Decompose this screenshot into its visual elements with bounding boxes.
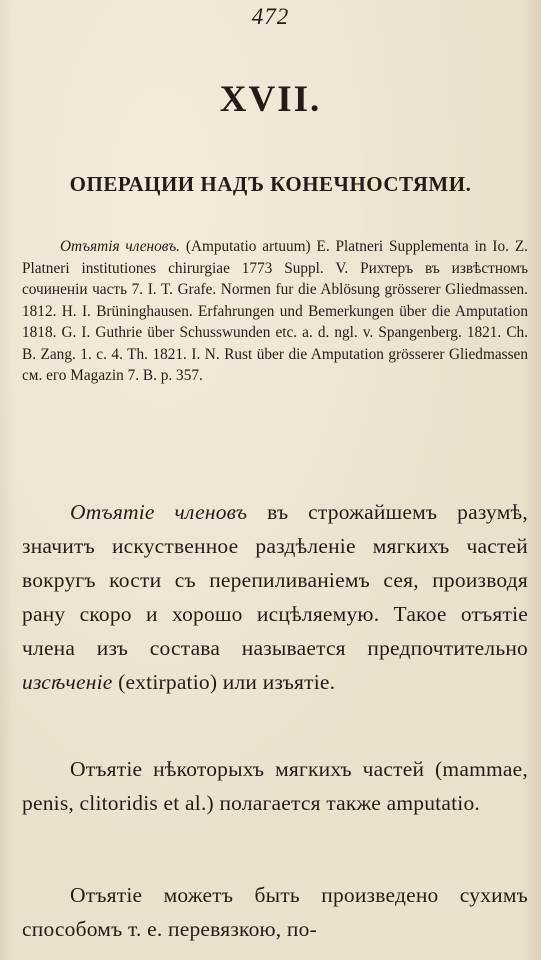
paragraph-methods — [22, 878, 528, 946]
definition-lead: Отъятiе членовъ — [70, 500, 248, 524]
paragraph-definition — [22, 495, 528, 699]
bibliography-lead: Отъятiя членовъ. — [60, 238, 180, 255]
definition-text-after-term: (extirpatio) или изъятiе. — [112, 670, 336, 694]
bibliography-note — [22, 236, 528, 387]
soft-parts-text: Отъятiе нѣкоторыхъ мягкихъ частей (mammae, penis, clitoridis et al.) полагается также amputatio. — [22, 757, 528, 815]
page-number: 472 — [251, 4, 290, 29]
definition-term: изсѣченiе — [22, 670, 113, 694]
definition-text-before-term: въ строжайшемъ разумѣ, значитъ искуственное раздѣленiе мягкихъ частей вокругъ кости съ перепиливанiемъ сея, производя рану скоро и хорошо исцѣляемую. Такое отъятiе члена изъ состава называется предпочтительно — [22, 500, 528, 660]
paragraph-soft-parts — [22, 752, 528, 820]
methods-text: Отъятiе можетъ быть произведено сухимъ способомъ т. е. перевязкою, по- — [22, 883, 528, 941]
bibliography-text: (Amputatio artuum) E. Platneri Supplementa in Io. Z. Platneri institutiones chirurgiae 1773 Suppl. V. Рихтеръ въ извѣстномъ сочиненiи часть 7. I. T. Grafe. Normen fur die Ablösung grösserer Gliedmassen. 1812. H. I. Brüninghausen. Erfahrungen und Bemerkungen über die Amputation 1818. G. I. Guthrie über Schusswunden etc. a. d. ngl. v. Spangenberg. 1821. Ch. B. Zang. 1. c. 4. Th. 1821. I. N. Rust über die Amputation grösserer Gliedmassen см. его Magazin 7. B. p. 357. — [22, 238, 528, 384]
chapter-title: ОПЕРАЦИИ НАДЪ КОНЕЧНОСТЯМИ. — [69, 172, 472, 196]
chapter-number: XVII. — [219, 79, 322, 120]
